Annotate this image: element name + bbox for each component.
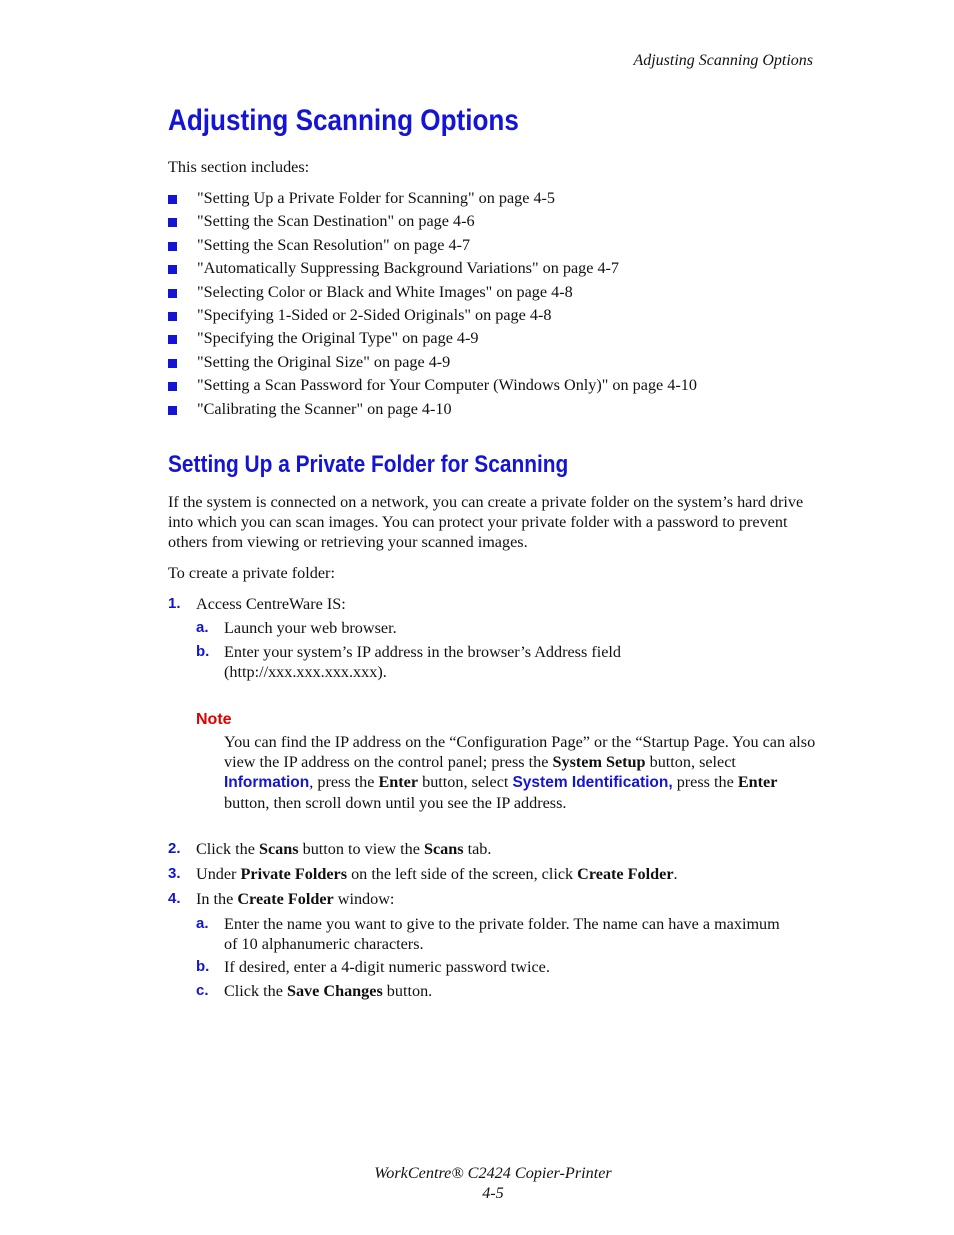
substep-text: Click the Save Changes button. [224,982,433,1000]
section-paragraph: If the system is connected on a network, you can create a private folder on the system’s hard drive into which you can scan images. You can protect your private folder with a password to prevent others from viewing or retrieving your scanned images. [168,493,804,551]
step-number: 4. [168,890,181,907]
square-bullet-icon [168,265,177,274]
list-item[interactable]: "Setting the Original Size" on page 4-9 [168,352,697,375]
square-bullet-icon [168,359,177,368]
intro-text: This section includes: [168,158,310,176]
list-item[interactable]: "Setting Up a Private Folder for Scanning" on page 4-5 [168,188,697,211]
page-footer [0,1163,954,1203]
section-heading: Setting Up a Private Folder for Scanning [168,451,569,478]
substep-letter: a. [196,619,209,636]
step-text: Under Private Folders on the left side of the screen, click Create Folder. [196,865,678,883]
list-item[interactable]: "Setting the Scan Resolution" on page 4-7 [168,235,697,258]
list-item[interactable]: "Calibrating the Scanner" on page 4-10 [168,399,697,422]
square-bullet-icon [168,312,177,321]
list-item[interactable]: "Setting a Scan Password for Your Computer (Windows Only)" on page 4-10 [168,375,697,398]
substep-text: Enter the name you want to give to the private folder. The name can have a maximum [224,915,780,933]
square-bullet-icon [168,382,177,391]
list-item[interactable]: "Specifying 1-Sided or 2-Sided Originals" on page 4-8 [168,305,697,328]
note-body: You can find the IP address on the “Configuration Page” or the “Startup Page. You can also view the IP address on the control panel; press the System Setup button, select Information, press the Enter button, select System Identification, press the Enter button, then scroll down until you see the IP address. [224,733,816,812]
page-title: Adjusting Scanning Options [168,104,519,137]
step-number: 3. [168,865,181,882]
substep-text-continued: of 10 alphanumeric characters. [224,935,424,953]
substep-letter: c. [196,982,209,999]
list-item[interactable]: "Setting the Scan Destination" on page 4-6 [168,211,697,234]
substep-text: Enter your system’s IP address in the browser’s Address field [224,643,621,661]
menu-item-system-identification: System Identification, [512,774,673,791]
list-item[interactable]: "Automatically Suppressing Background Variations" on page 4-7 [168,258,697,281]
list-item[interactable]: "Selecting Color or Black and White Images" on page 4-8 [168,282,697,305]
page-number: 4-5 [482,1184,504,1202]
square-bullet-icon [168,195,177,204]
step-text: Access CentreWare IS: [196,595,346,613]
substep-text: If desired, enter a 4-digit numeric password twice. [224,958,550,976]
menu-item-information: Information [224,774,310,791]
substep-letter: a. [196,915,209,932]
substep-letter: b. [196,958,210,975]
substep-letter: b. [196,643,210,660]
list-item[interactable]: "Specifying the Original Type" on page 4-9 [168,328,697,351]
procedure-intro: To create a private folder: [168,564,335,582]
step-text: Click the Scans button to view the Scans tab. [196,840,492,858]
running-header: Adjusting Scanning Options [633,52,813,69]
note-heading: Note [196,711,232,728]
footer-product: WorkCentre® C2424 Copier-Printer [374,1164,612,1182]
step-number: 1. [168,595,181,612]
substep-text: Launch your web browser. [224,619,397,637]
square-bullet-icon [168,289,177,298]
step-number: 2. [168,840,181,857]
step-text: In the Create Folder window: [196,890,395,908]
square-bullet-icon [168,242,177,251]
substep-text-continued: (http://xxx.xxx.xxx.xxx). [224,663,387,681]
square-bullet-icon [168,335,177,344]
section-contents-list [168,188,697,422]
square-bullet-icon [168,218,177,227]
square-bullet-icon [168,406,177,415]
